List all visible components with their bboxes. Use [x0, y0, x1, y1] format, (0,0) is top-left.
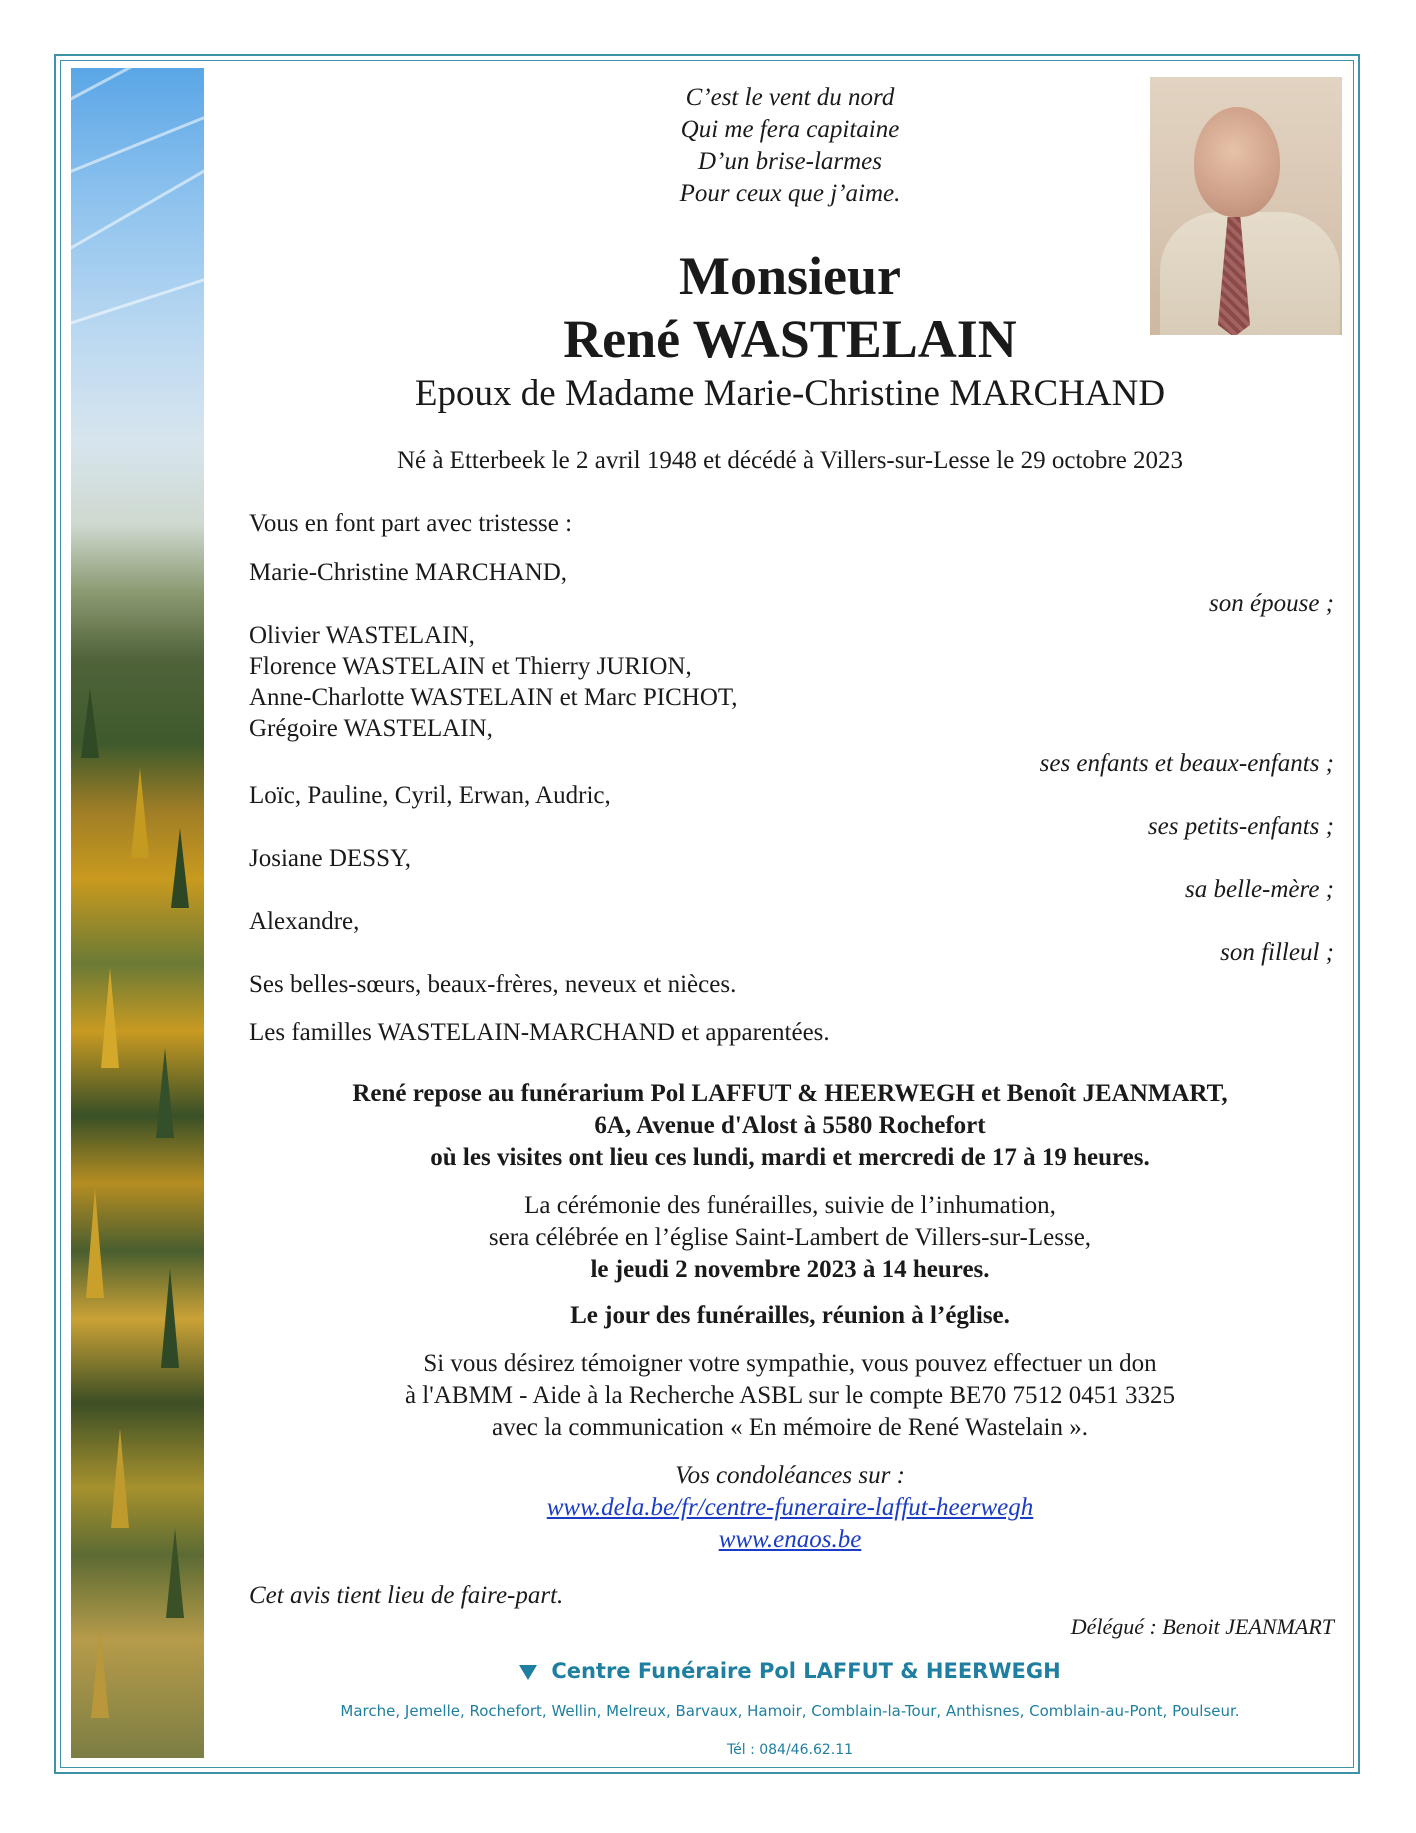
condolences-link-dela[interactable]: www.dela.be/fr/centre-funeraire-laffut-heerwegh	[546, 1494, 1034, 1521]
intro-text: Vous en font part avec tristesse :	[249, 510, 573, 537]
footer-towns: Marche, Jemelle, Rochefort, Wellin, Melreux, Barvaux, Hamoir, Comblain-la-Tour, Anthisnes, Comblain-au-Pont, Poulseur.	[340, 1702, 1240, 1720]
meeting-info: Le jour des funérailles, réunion à l’église.	[570, 1302, 1010, 1329]
landscape-strip-image	[71, 68, 204, 1758]
visitation-line: 6A, Avenue d'Alost à 5580 Rochefort	[594, 1112, 986, 1139]
family-godson-role: son filleul ;	[1220, 939, 1334, 966]
triangle-down-icon	[519, 1665, 537, 1680]
poem-line: Qui me fera capitaine	[680, 116, 900, 143]
family-spouse-name: Marie-Christine MARCHAND,	[249, 559, 568, 586]
footer-phone: Tél : 084/46.62.11	[726, 1742, 854, 1758]
donation-line: à l'ABMM - Aide à la Recherche ASBL sur le compte BE70 7512 0451 3325	[404, 1382, 1176, 1409]
visitation-line: où les visites ont lieu ces lundi, mardi et mercredi de 17 à 19 heures.	[430, 1144, 1150, 1171]
footer-company-name: Centre Funéraire Pol LAFFUT & HEERWEGH	[551, 1659, 1061, 1683]
ceremony-line: La cérémonie des funérailles, suivie de l’inhumation,	[524, 1192, 1056, 1219]
condolences-label: Vos condoléances sur :	[675, 1462, 905, 1489]
donation-line: avec la communication « En mémoire de René Wastelain ».	[492, 1414, 1088, 1441]
visitation-line: René repose au funérarium Pol LAFFUT & HEERWEGH et Benoît JEANMART,	[352, 1080, 1228, 1107]
visitation-info	[250, 1078, 1330, 1174]
notice-text: Cet avis tient lieu de faire-part.	[249, 1582, 564, 1609]
family-child: Anne-Charlotte WASTELAIN et Marc PICHOT,	[249, 684, 738, 711]
poem-line: Pour ceux que j’aime.	[679, 180, 901, 207]
portrait-photo	[1150, 77, 1342, 335]
family-mother-in-law: Josiane DESSY,	[249, 845, 412, 872]
poem-line: D’un brise-larmes	[697, 148, 882, 175]
family-child: Olivier WASTELAIN,	[249, 622, 475, 649]
honorific-title: Monsieur	[679, 246, 901, 306]
condolences-block	[250, 1460, 1330, 1556]
spouse-line: Epoux de Madame Marie-Christine MARCHAND	[414, 373, 1166, 414]
family-mother-in-law-role: sa belle-mère ;	[1184, 876, 1334, 903]
donation-line: Si vous désirez témoigner votre sympathie, vous pouvez effectuer un don	[423, 1350, 1157, 1377]
birth-death-dates: Né à Etterbeek le 2 avril 1948 et décédé à Villers-sur-Lesse le 29 octobre 2023	[396, 447, 1184, 474]
family-spouse-role: son épouse ;	[1209, 590, 1334, 617]
ceremony-info	[250, 1190, 1330, 1286]
deceased-name: René WASTELAIN	[563, 309, 1017, 369]
family-grandchildren: Loïc, Pauline, Cyril, Erwan, Audric,	[249, 782, 611, 809]
footer-company	[250, 1659, 1330, 1683]
family-child: Florence WASTELAIN et Thierry JURION,	[249, 653, 692, 680]
condolences-link-enaos[interactable]: www.enaos.be	[718, 1526, 862, 1553]
delegate-text: Délégué : Benoit JEANMART	[1070, 1614, 1334, 1639]
family-children	[249, 620, 738, 744]
poem	[560, 82, 1020, 210]
family-godson: Alexandre,	[249, 908, 360, 935]
family-children-role: ses enfants et beaux-enfants ;	[1039, 750, 1334, 777]
donation-info	[250, 1348, 1330, 1444]
poem-line: C’est le vent du nord	[685, 84, 895, 111]
family-grandchildren-role: ses petits-enfants ;	[1147, 813, 1334, 840]
family-child: Grégoire WASTELAIN,	[249, 715, 493, 742]
family-in-laws: Ses belles-sœurs, beaux-frères, neveux et nièces.	[249, 971, 737, 998]
family-related-families: Les familles WASTELAIN-MARCHAND et apparentées.	[249, 1019, 830, 1046]
ceremony-line: sera célébrée en l’église Saint-Lambert de Villers-sur-Lesse,	[488, 1224, 1092, 1251]
ceremony-date: le jeudi 2 novembre 2023 à 14 heures.	[590, 1256, 990, 1283]
